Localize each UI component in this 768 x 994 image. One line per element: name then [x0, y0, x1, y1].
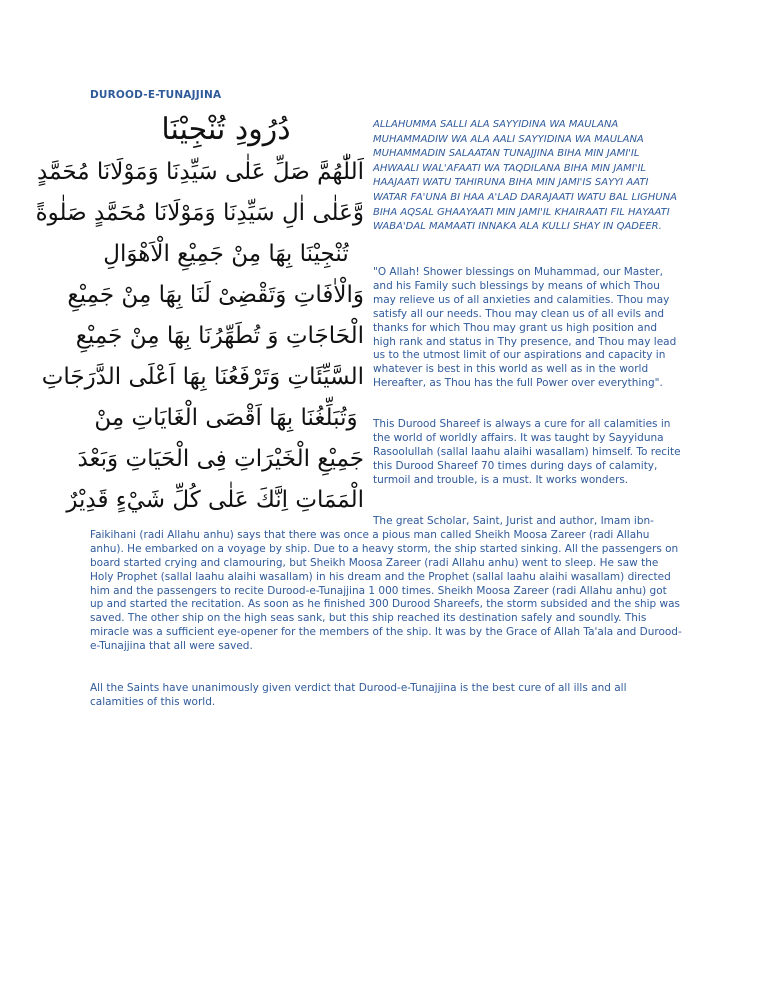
arabic-line-3: تُنْجِيْنَا بِهَا مِنْ جَمِيْعِ الْاَهْوَالِ — [103, 241, 349, 267]
arabic-title: دُرُودِ تُنْجِيْنَا — [161, 112, 291, 147]
arabic-line-5: الْحَاجَاتِ وَ تُطَهِّرُنَا بِهَا مِنْ جَمِيْعِ — [75, 323, 364, 349]
arabic-line-8: جَمِيْعِ الْخَيْرَاتِ فِى الْحَيَاتِ وَبَعْدَ — [77, 446, 364, 472]
arabic-line-1: اَللّٰهُمَّ صَلِّ عَلٰى سَيِّدِنَا وَمَوْلَانَا مُحَمَّدٍ — [37, 159, 364, 185]
story-paragraph: The great Scholar, Saint, Jurist and author, Imam ibn-Faikihani (radi Allahu anhu) says that there was once a pious man called Sheikh Moosa Zareer (radi Allahu anhu). He embarked on a voyage by ship. Due to a heavy storm, the ship started sinking. All the passengers on board started crying and clamouring, but Sheikh Moosa Zareer (radi Allahu anhu) went to sleep. He saw the Holy Prophet (sallal laahu alaihi wasallam) in his dream and the Prophet (sallal laahu alaihi wasallam) directed him and the passengers to recite Durood-e-Tunajjina 1 000 times. Sheikh Moosa Zareer (radi Allahu anhu) got up and started the recitation. As soon as he finished 300 Durood Shareefs, the storm subsided and the ship was saved. The other ship on the high seas sank, but this ship reached its destination safely and soundly. This miracle was a sufficient eye-opener for the members of the ship. It was by the Grace of Allah Ta'ala and Durood-e-Tunajjina that all were saved. — [90, 515, 682, 653]
arabic-line-6: السَّيِّئَاتِ وَتَرْفَعُنَا بِهَا اَعْلَى الدَّرَجَاتِ — [41, 364, 364, 390]
verdict-paragraph: All the Saints have unanimously given verdict that Durood-e-Tunajjina is the best cure of all ills and all calamities of this world. — [90, 682, 627, 708]
translation-paragraph: "O Allah! Shower blessings on Muhammad, our Master, and his Family such blessings by means of which Thou may relieve us of all anxieties and calamities. Thou may satisfy all our needs. Thou may clean us of all evils and thanks for which Thou may grant us high position and high rank and status in Thy presence, and Thou may lead us to the utmost limit of our aspirations and capacity in whatever is best in this world as well as in the world Hereafter, as Thou has the full Power over everything". — [373, 266, 677, 390]
arabic-durood-block — [35, 108, 364, 521]
cure-paragraph: This Durood Shareef is always a cure for all calamities in the world of worldly affairs. It was taught by Sayyiduna Rasoolullah (sallal laahu alaihi wasallam) himself. To recite this Durood Shareef 70 times during days of calamity, turmoil and trouble, is a must. It works wonders. — [373, 418, 681, 486]
page-heading: DUROOD-E-TUNAJJINA — [90, 89, 222, 101]
arabic-line-9: الْمَمَاتِ اِنَّكَ عَلٰى كُلِّ شَيْءٍ قَدِيْرٌ — [66, 487, 364, 513]
transliteration-text: ALLAHUMMA SALLI ALA SAYYIDINA WA MAULANA MUHAMMADIW WA ALA AALI SAYYIDINA WA MAULANA MUHAMMADIN SALAATAN TUNAJJINA BIHA MIN JAMI'IL AHWAALI WAL'AFAATI WA TAQDILANA BIHA MIN JAMI'IL HAAJAATI WATU TAHIRUNA BIHA MIN JAMI'IS SAYYI AATI WATAR FA'UNA BI HAA A'LAD DARAJAATI WATU BAL LIGHUNA BIHA AQSAL GHAAYAATI MIN JAMI'IL KHAIRAATI FIL HAYAATI WABA'DAL MAMAATI INNAKA ALA KULLI SHAY IN QADEER. — [373, 119, 677, 233]
arabic-line-7: وَتُبَلِّغُنَا بِهَا اَقْصَى الْغَايَاتِ مِنْ — [94, 405, 358, 431]
arabic-line-4: وَالْاٰفَاتِ وَتَقْضِىْ لَنَا بِهَا مِنْ جَمِيْعِ — [67, 282, 364, 308]
arabic-line-2: وَّعَلٰى اٰلِ سَيِّدِنَا وَمَوْلَانَا مُحَمَّدٍ صَلٰوةً — [35, 200, 364, 226]
